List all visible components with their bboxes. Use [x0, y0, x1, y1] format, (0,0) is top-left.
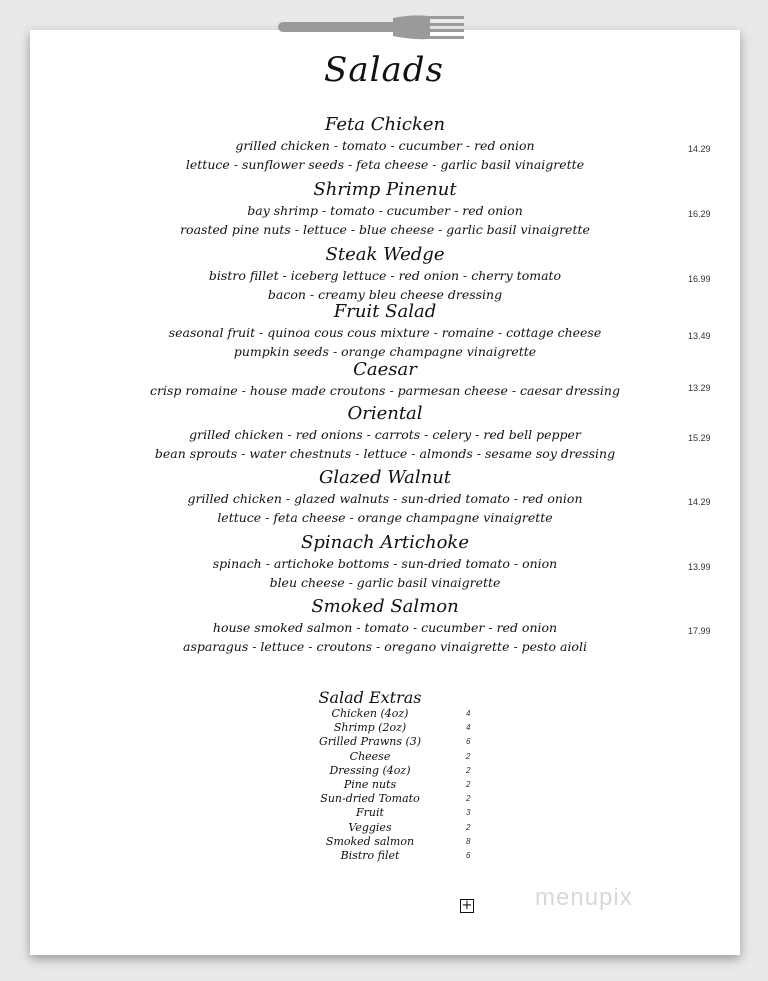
- item-price: 13.99: [688, 562, 711, 572]
- item-name: Feta Chicken: [324, 114, 446, 135]
- extra-item: [310, 849, 510, 863]
- extra-item: [310, 778, 510, 792]
- item-description: roasted pine nuts - lettuce - blue cheese - garlic basil vinaigrette: [180, 222, 590, 237]
- item-description: grilled chicken - tomato - cucumber - red onion: [235, 138, 535, 153]
- extra-name: Sun-dried Tomato: [320, 792, 420, 806]
- extra-price: 4: [466, 723, 471, 733]
- item-description: bay shrimp - tomato - cucumber - red onion: [247, 203, 523, 218]
- extra-price: 6: [466, 737, 471, 747]
- extra-price: 2: [466, 751, 471, 761]
- item-description: bistro fillet - iceberg lettuce - red onion - cherry tomato: [208, 268, 562, 283]
- item-name: Fruit Salad: [333, 301, 437, 322]
- extra-name: Bistro filet: [340, 848, 400, 862]
- item-name: Caesar: [353, 359, 417, 380]
- item-price: 13.49: [688, 331, 711, 341]
- extra-name: Dressing (4oz): [329, 763, 411, 777]
- menu-item: [130, 114, 640, 174]
- extra-item: [310, 806, 510, 820]
- extra-price: 2: [466, 794, 471, 804]
- item-description: crisp romaine - house made croutons - parmesan cheese - caesar dressing: [150, 383, 620, 398]
- extra-item: [310, 721, 510, 735]
- item-price: 16.29: [688, 209, 711, 219]
- item-name: Shrimp Pinenut: [313, 179, 457, 200]
- extra-item: [310, 735, 510, 749]
- extra-item: [310, 821, 510, 835]
- extras-title: Salad Extras: [318, 688, 422, 707]
- menu-title: Salads: [324, 50, 444, 90]
- extra-price: 4: [466, 709, 471, 718]
- menu-item: [130, 403, 640, 463]
- item-price: 14.29: [688, 497, 711, 507]
- extra-price: 2: [466, 765, 471, 775]
- extra-price: 2: [466, 779, 471, 789]
- item-description: spinach - artichoke bottoms - sun-dried tomato - onion: [212, 556, 558, 571]
- extra-price: 2: [466, 822, 471, 832]
- item-description: grilled chicken - red onions - carrots - celery - red bell pepper: [189, 427, 581, 442]
- item-description: pumpkin seeds - orange champagne vinaigrette: [233, 344, 537, 359]
- menu-item: [130, 244, 640, 304]
- extra-item: [310, 750, 510, 764]
- item-description: lettuce - sunflower seeds - feta cheese - garlic basil vinaigrette: [185, 157, 585, 172]
- extra-name: Fruit: [356, 806, 384, 820]
- item-price: 15.29: [688, 433, 711, 443]
- menu-item: [130, 359, 640, 400]
- watermark: menupix: [535, 884, 633, 911]
- menu-item: [130, 467, 640, 527]
- extra-name: Shrimp (2oz): [333, 721, 407, 735]
- extra-price: 3: [466, 808, 471, 818]
- extra-name: Veggies: [348, 820, 392, 834]
- item-description: house smoked salmon - tomato - cucumber - red onion: [212, 620, 558, 635]
- item-description: seasonal fruit - quinoa cous cous mixture - romaine - cottage cheese: [168, 325, 602, 340]
- item-name: Steak Wedge: [325, 244, 445, 265]
- item-description: bacon - creamy bleu cheese dressing: [267, 287, 503, 302]
- expand-icon[interactable]: +: [461, 898, 473, 913]
- extra-name: Smoked salmon: [325, 834, 415, 848]
- item-description: asparagus - lettuce - croutons - oregano vinaigrette - pesto aioli: [183, 639, 587, 654]
- item-price: 13.29: [688, 383, 711, 393]
- extra-item: [310, 835, 510, 849]
- item-price: 16.99: [688, 274, 711, 284]
- fork-icon: [278, 10, 464, 44]
- item-name: Oriental: [347, 403, 423, 424]
- extra-price: 6: [466, 850, 471, 860]
- item-name: Smoked Salmon: [311, 596, 459, 617]
- item-description: bean sprouts - water chestnuts - lettuce - almonds - sesame soy dressing: [154, 446, 616, 461]
- extra-item: [310, 707, 510, 721]
- item-description: grilled chicken - glazed walnuts - sun-dried tomato - red onion: [187, 491, 583, 506]
- salad-extras: [310, 688, 510, 863]
- menu-item: [130, 596, 640, 656]
- extra-name: Cheese: [349, 749, 391, 763]
- item-price: 14.29: [688, 144, 711, 154]
- extra-item: [310, 792, 510, 806]
- extra-item: [310, 764, 510, 778]
- menu-item: [130, 301, 640, 361]
- item-name: Spinach Artichoke: [301, 532, 469, 553]
- extra-price: 8: [466, 836, 471, 846]
- menu-item: [130, 532, 640, 592]
- menu-item: [130, 179, 640, 239]
- extra-name: Pine nuts: [343, 777, 397, 791]
- item-description: lettuce - feta cheese - orange champagne vinaigrette: [217, 510, 553, 525]
- extra-name: Chicken (4oz): [331, 707, 409, 720]
- item-name: Glazed Walnut: [318, 467, 452, 488]
- item-price: 17.99: [688, 626, 711, 636]
- item-description: bleu cheese - garlic basil vinaigrette: [269, 575, 501, 590]
- extra-name: Grilled Prawns (3): [318, 735, 422, 749]
